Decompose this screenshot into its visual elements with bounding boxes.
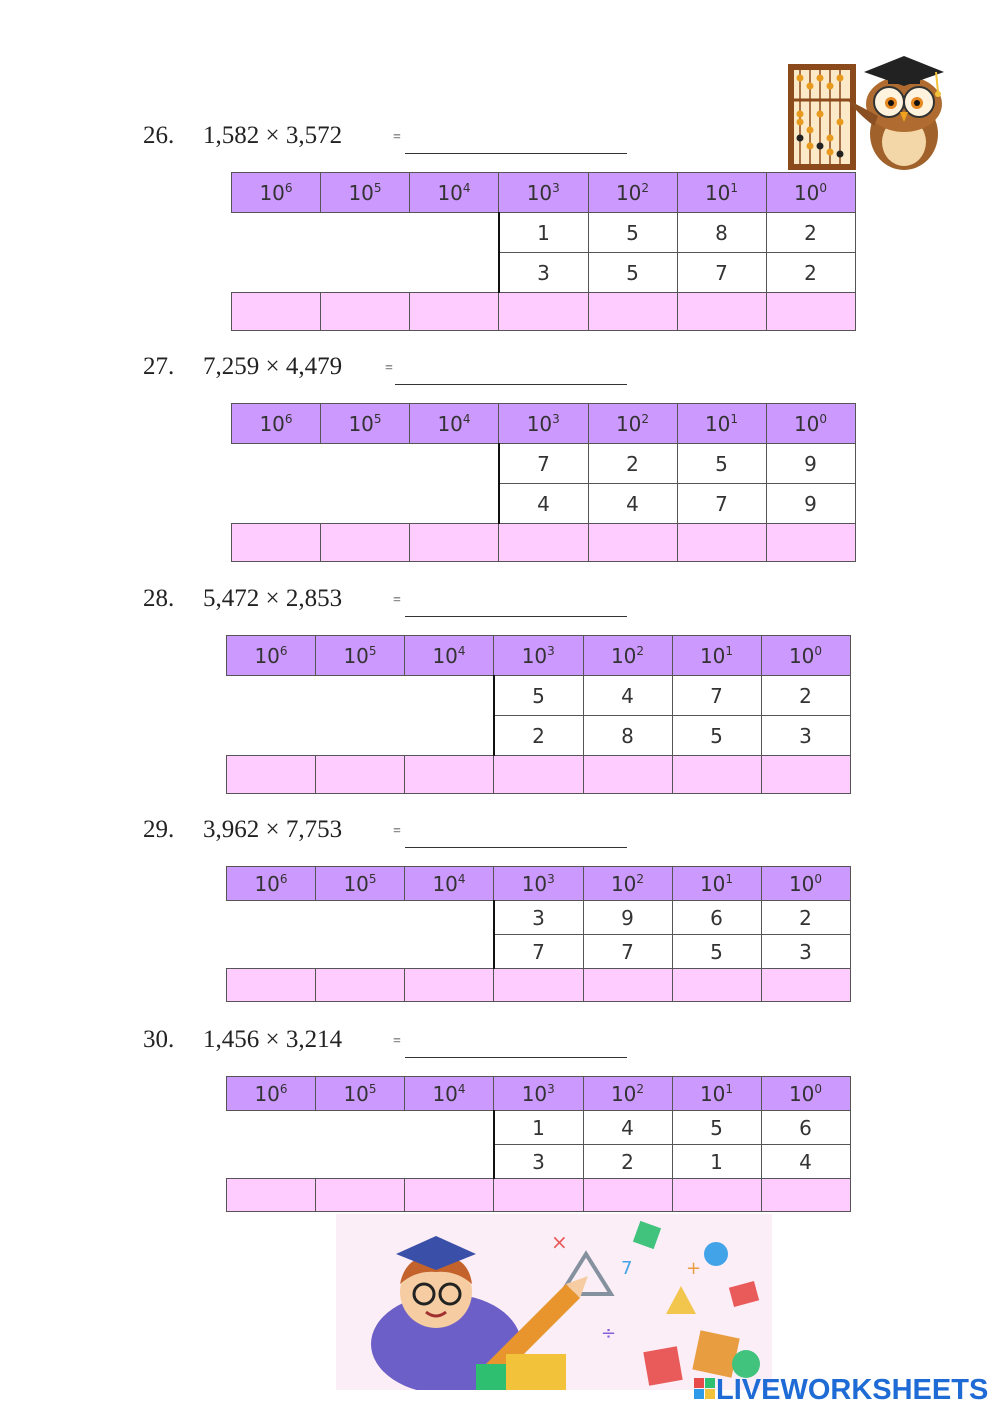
answer-cell[interactable] [672, 969, 761, 1002]
multiplicand-row [227, 1111, 851, 1145]
answer-cell[interactable] [499, 293, 589, 331]
multiplicand-row [232, 213, 856, 253]
answer-row [232, 293, 856, 331]
multiplier-row [232, 484, 856, 524]
header-1e6: $10^6$ [227, 867, 316, 901]
digit-cell: 9 [583, 901, 672, 935]
digit-cell: 7 [499, 444, 589, 484]
header-1e5: $10^5$ [316, 636, 405, 676]
digit-cell: 2 [583, 1145, 672, 1179]
answer-cell[interactable] [583, 1179, 672, 1212]
header-1e4: $10^4$ [405, 1077, 494, 1111]
digit-cell: 7 [672, 676, 761, 716]
answer-cell[interactable] [672, 1179, 761, 1212]
header-1e3: $10^3$ [499, 173, 589, 213]
problem-expression: 3,962 × 7,753 [203, 816, 343, 843]
answer-cell[interactable] [761, 756, 850, 794]
answer-cell[interactable] [232, 293, 321, 331]
header-1e3: $10^3$ [494, 636, 584, 676]
equals-sign: = [385, 361, 393, 376]
answer-cell[interactable] [227, 969, 316, 1002]
digit-cell: 4 [499, 484, 589, 524]
problem-expression: 5,472 × 2,853 [203, 585, 343, 612]
digit-cell: 2 [761, 676, 850, 716]
header-1e3: $10^3$ [494, 1077, 584, 1111]
answer-cell[interactable] [405, 1179, 494, 1212]
place-value-table [226, 866, 851, 1002]
digit-cell: 5 [672, 716, 761, 756]
answer-cell[interactable] [321, 293, 410, 331]
equals-sign: = [393, 824, 401, 839]
digit-cell: 4 [761, 1145, 850, 1179]
answer-cell[interactable] [494, 1179, 584, 1212]
answer-cell[interactable] [766, 293, 855, 331]
answer-cell[interactable] [405, 969, 494, 1002]
header-1e0: $10^0$ [761, 1077, 850, 1111]
digit-cell: 7 [583, 935, 672, 969]
header-1e4: $10^4$ [405, 867, 494, 901]
digit-cell: 8 [677, 213, 766, 253]
answer-line[interactable] [405, 616, 627, 617]
answer-cell[interactable] [583, 969, 672, 1002]
digit-cell: 1 [672, 1145, 761, 1179]
multiplier-row [232, 253, 856, 293]
digit-cell: 2 [766, 213, 855, 253]
answer-row [227, 969, 851, 1002]
header-1e2: $10^2$ [588, 173, 677, 213]
digit-cell: 7 [494, 935, 584, 969]
digit-cell: 2 [761, 901, 850, 935]
digit-cell: 6 [672, 901, 761, 935]
header-1e4: $10^4$ [405, 636, 494, 676]
answer-cell[interactable] [494, 969, 584, 1002]
answer-cell[interactable] [321, 524, 410, 562]
answer-row [227, 756, 851, 794]
answer-line[interactable] [405, 847, 627, 848]
svg-text:7: 7 [621, 1258, 633, 1279]
answer-cell[interactable] [672, 756, 761, 794]
header-1e3: $10^3$ [494, 867, 584, 901]
answer-row [227, 1179, 851, 1212]
answer-cell[interactable] [494, 756, 584, 794]
header-1e2: $10^2$ [588, 404, 677, 444]
header-1e2: $10^2$ [583, 867, 672, 901]
answer-cell[interactable] [316, 1179, 405, 1212]
digit-cell: 4 [588, 484, 677, 524]
kid-scientist-icon [336, 1214, 772, 1390]
digit-cell: 3 [761, 716, 850, 756]
answer-cell[interactable] [583, 756, 672, 794]
place-value-table [231, 403, 856, 562]
digit-cell: 3 [761, 935, 850, 969]
answer-cell[interactable] [677, 524, 766, 562]
answer-cell[interactable] [405, 756, 494, 794]
problem-number: 27. [143, 353, 175, 380]
multiplicand-row [227, 901, 851, 935]
answer-cell[interactable] [232, 524, 321, 562]
answer-line[interactable] [405, 153, 627, 154]
answer-line[interactable] [405, 1057, 627, 1058]
answer-row [232, 524, 856, 562]
svg-text:+: + [686, 1258, 702, 1279]
place-value-table [231, 172, 856, 331]
header-1e4: $10^4$ [410, 173, 499, 213]
header-1e5: $10^5$ [321, 404, 410, 444]
answer-cell[interactable] [227, 756, 316, 794]
answer-cell[interactable] [410, 293, 499, 331]
digit-cell: 9 [766, 484, 855, 524]
liveworksheets-logo[interactable] [694, 1372, 994, 1408]
header-1e4: $10^4$ [410, 404, 499, 444]
header-1e1: $10^1$ [677, 404, 766, 444]
header-1e1: $10^1$ [672, 867, 761, 901]
answer-cell[interactable] [227, 1179, 316, 1212]
digit-cell: 5 [588, 253, 677, 293]
answer-cell[interactable] [588, 524, 677, 562]
answer-cell[interactable] [316, 969, 405, 1002]
answer-cell[interactable] [499, 524, 589, 562]
problem-number: 29. [143, 816, 175, 843]
header-1e6: $10^6$ [227, 636, 316, 676]
problem-expression: 1,582 × 3,572 [203, 122, 343, 149]
header-1e3: $10^3$ [499, 404, 589, 444]
digit-cell: 5 [588, 213, 677, 253]
header-1e2: $10^2$ [583, 636, 672, 676]
digit-cell: 1 [499, 213, 589, 253]
liveworksheets-badge-icon [694, 1378, 716, 1406]
equals-sign: = [393, 1034, 401, 1049]
digit-cell: 5 [672, 935, 761, 969]
header-1e6: $10^6$ [232, 173, 321, 213]
header-1e5: $10^5$ [321, 173, 410, 213]
digit-cell: 1 [494, 1111, 584, 1145]
digit-cell: 5 [677, 444, 766, 484]
owl-teacher-icon [786, 42, 954, 174]
answer-line[interactable] [395, 384, 627, 385]
place-value-table [226, 1076, 851, 1212]
header-1e5: $10^5$ [316, 1077, 405, 1111]
answer-cell[interactable] [410, 524, 499, 562]
digit-cell: 4 [583, 1111, 672, 1145]
svg-text:×: × [551, 1230, 568, 1254]
digit-cell: 7 [677, 484, 766, 524]
problem-number: 30. [143, 1026, 175, 1053]
logo-text: LIVEWORKSHEETS [716, 1374, 989, 1406]
equals-sign: = [393, 130, 401, 145]
header-1e6: $10^6$ [227, 1077, 316, 1111]
digit-cell: 2 [494, 716, 584, 756]
svg-text:÷: ÷ [601, 1323, 617, 1344]
multiplicand-row [227, 676, 851, 716]
digit-cell: 7 [677, 253, 766, 293]
header-1e2: $10^2$ [583, 1077, 672, 1111]
multiplier-row [227, 716, 851, 756]
digit-cell: 8 [583, 716, 672, 756]
digit-cell: 3 [499, 253, 589, 293]
header-1e6: $10^6$ [232, 404, 321, 444]
digit-cell: 3 [494, 1145, 584, 1179]
digit-cell: 2 [588, 444, 677, 484]
multiplier-row [227, 1145, 851, 1179]
header-1e1: $10^1$ [672, 1077, 761, 1111]
problem-number: 28. [143, 585, 175, 612]
answer-cell[interactable] [677, 293, 766, 331]
equals-sign: = [393, 593, 401, 608]
digit-cell: 5 [672, 1111, 761, 1145]
place-value-table [226, 635, 851, 794]
problem-expression: 7,259 × 4,479 [203, 353, 343, 380]
answer-cell[interactable] [766, 524, 855, 562]
multiplicand-row [232, 444, 856, 484]
header-1e0: $10^0$ [761, 636, 850, 676]
header-1e0: $10^0$ [766, 404, 855, 444]
answer-cell[interactable] [588, 293, 677, 331]
header-1e1: $10^1$ [672, 636, 761, 676]
digit-cell: 5 [494, 676, 584, 716]
header-1e0: $10^0$ [766, 173, 855, 213]
header-1e1: $10^1$ [677, 173, 766, 213]
digit-cell: 9 [766, 444, 855, 484]
digit-cell: 3 [494, 901, 584, 935]
digit-cell: 2 [766, 253, 855, 293]
answer-cell[interactable] [761, 1179, 850, 1212]
answer-cell[interactable] [316, 756, 405, 794]
problem-number: 26. [143, 122, 175, 149]
answer-cell[interactable] [761, 969, 850, 1002]
header-1e0: $10^0$ [761, 867, 850, 901]
header-1e5: $10^5$ [316, 867, 405, 901]
digit-cell: 6 [761, 1111, 850, 1145]
problem-expression: 1,456 × 3,214 [203, 1026, 343, 1053]
digit-cell: 4 [583, 676, 672, 716]
multiplier-row [227, 935, 851, 969]
